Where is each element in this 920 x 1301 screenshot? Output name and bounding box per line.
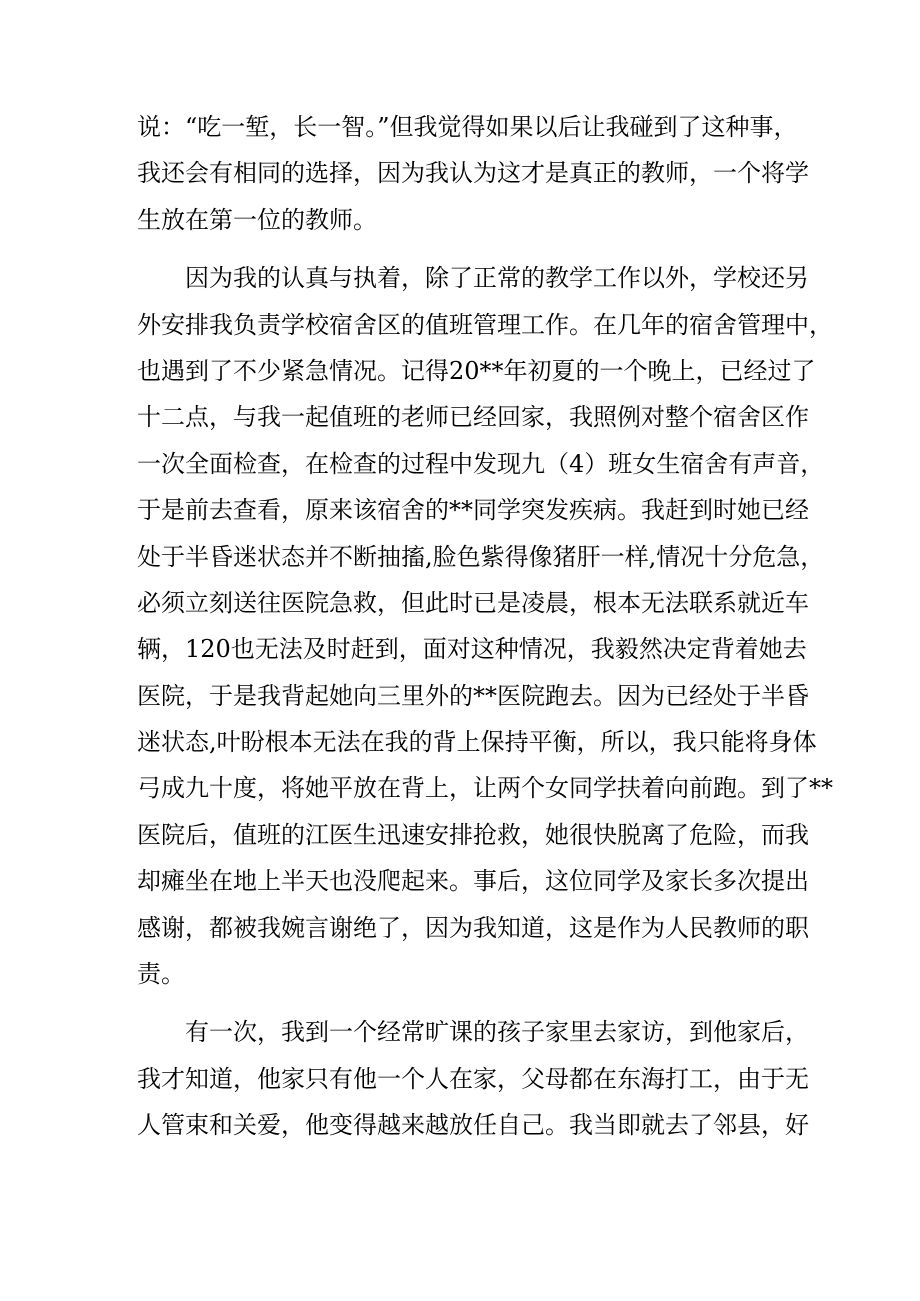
text-line: 外安排我负责学校宿舍区的值班管理工作。在几年的宿舍管理中， [137, 310, 833, 339]
text-line: 责。 [137, 960, 185, 989]
text-line: 说：“吃一堑，长一智。”但我觉得如果以后让我碰到了这种事， [137, 113, 798, 141]
text-line: 感谢，都被我婉言谢绝了，因为我知道，这是作为人民教师的职 [137, 913, 809, 942]
text-line: 迷状态,叶盼根本无法在我的背上保持平衡，所以，我只能将身体 [137, 728, 817, 757]
text-line: 也遇到了不少紧急情况。记得20**年初夏的一个晚上，已经过了 [137, 356, 816, 385]
text-line: 医院，于是我背起她向三里外的**医院跑去。因为已经处于半昏 [137, 681, 809, 710]
text-line: 医院后，值班的江医生迅速安排抢救，她很快脱离了危险，而我 [137, 820, 809, 849]
text-line: 必须立刻送往医院急救，但此时已是凌晨，根本无法联系就近车 [137, 588, 809, 617]
paragraph-gap [137, 243, 797, 255]
text-line: 却瘫坐在地上半天也没爬起来。事后，这位同学及家长多次提出 [137, 867, 809, 896]
text-line: 辆，120也无法及时赶到，面对这种情况，我毅然决定背着她去 [137, 635, 807, 664]
text-line: 人管束和关爱，他变得越来越放任自己。我当即就去了邻县，好 [137, 1111, 809, 1140]
text-line: 我才知道，他家只有他一个人在家，父母都在东海打工，由于无 [137, 1064, 809, 1093]
text-line: 于是前去查看，原来该宿舍的**同学突发疾病。我赶到时她已经 [137, 496, 809, 525]
paragraph-gap [137, 997, 797, 1009]
text-line: 一次全面检查，在检查的过程中发现九（4）班女生宿舍有声音， [137, 449, 825, 478]
text-line: 处于半昏迷状态并不断抽搐,脸色紫得像猪肝一样,情况十分危急， [137, 542, 825, 571]
text-line: 生放在第一位的教师。 [137, 205, 377, 234]
text-line: 十二点，与我一起值班的老师已经回家，我照例对整个宿舍区作 [137, 403, 809, 432]
document-body [137, 104, 833, 1149]
text-line: 弓成九十度，将她平放在背上，让两个女同学扶着向前跑。到了** [137, 774, 833, 803]
text-line: 因为我的认真与执着，除了正常的教学工作以外，学校还另 [185, 264, 809, 293]
text-line: 我还会有相同的选择，因为我认为这才是真正的教师，一个将学 [137, 159, 809, 188]
text-line: 有一次，我到一个经常旷课的孩子家里去家访，到他家后， [185, 1018, 809, 1047]
